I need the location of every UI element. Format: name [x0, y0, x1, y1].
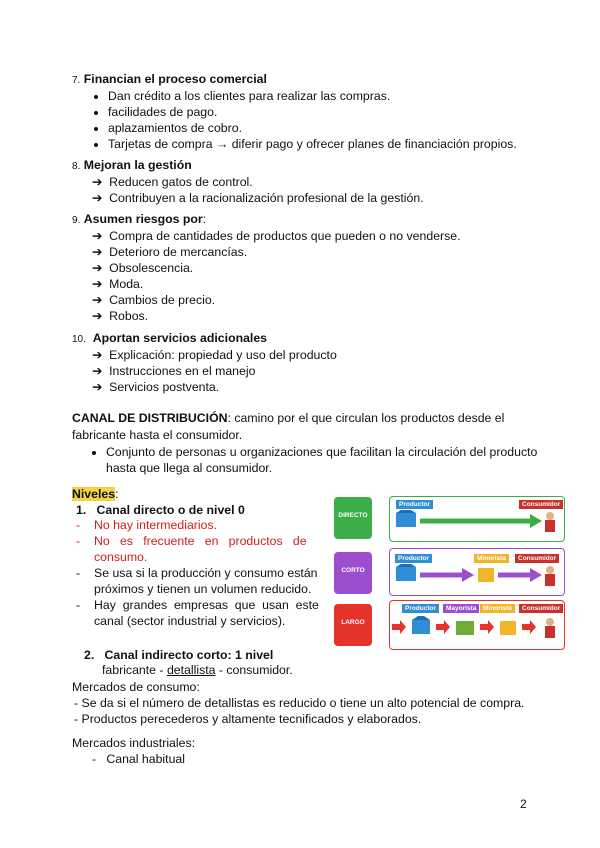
section-7-title: Financian el proceso comercial [83, 72, 267, 86]
consumidor-label: Consumidor [519, 500, 563, 509]
list-item: ➔ Obsolescencia. [92, 261, 194, 275]
arrow-icon: ➔ [92, 380, 110, 394]
minorista-label: Minorista [474, 554, 509, 563]
section-7-heading [72, 72, 267, 86]
list-item: Conjunto de personas u organizaciones que facilitan la circulación del producto [92, 445, 537, 459]
mercados-industriales-title: Mercados industriales: [72, 736, 196, 750]
list-item: ➔ Explicación: propiedad y uso del producto [92, 348, 337, 362]
list-item: - Productos perecederos y altamente tecnificados y elaborados. [74, 712, 422, 726]
arrow-icon: ➔ [92, 277, 110, 291]
bullet-icon [92, 451, 96, 455]
canal-definition-line2: fabricante hasta el consumidor. [72, 428, 243, 442]
nivel1-item-dash: - [76, 534, 81, 548]
list-item: ➔ Reducen gatos de control. [92, 175, 253, 189]
list-item-continuation: hasta que llega al consumidor. [106, 461, 273, 475]
nivel-2-subtitle: fabricante - detallista - consumidor. [102, 663, 293, 677]
productor-label: Productor [396, 500, 433, 509]
nivel-1-heading: 1. Canal directo o de nivel 0 [76, 503, 245, 517]
list-item: aplazamientos de cobro. [94, 121, 242, 135]
bullet-icon [94, 95, 98, 99]
section-8-heading: 8. Mejoran la gestión [72, 158, 192, 172]
nivel1-item: No hay intermediarios. [94, 518, 218, 532]
list-item: ➔ Robos. [92, 309, 149, 323]
arrow-icon: ➔ [92, 175, 110, 189]
page-number: 2 [520, 797, 527, 811]
nivel1-item: Se usa si la producción y consumo están [94, 566, 318, 580]
list-item: ➔ Instrucciones en el manejo [92, 364, 256, 378]
factory-icon [396, 513, 416, 527]
corto-label: CORTO [341, 567, 365, 574]
canal-definition-line1: CANAL DE DISTRIBUCIÓN: camino por el que circulan los productos desde el [72, 411, 505, 425]
arrow-icon: ➔ [92, 364, 110, 378]
arrow-icon: ➔ [92, 309, 110, 323]
nivel1-item: Hay grandes empresas que usan este [94, 598, 319, 612]
bullet-icon [94, 143, 98, 147]
arrow-icon: ➔ [92, 191, 110, 205]
nivel1-item-dash: - [76, 518, 81, 532]
minorista-label: Minorista [480, 604, 515, 613]
nivel1-item-cont: próximos y tienen un volumen reducido. [94, 582, 312, 596]
list-item: Tarjetas de compra → diferir pago y ofrecer planes de financiación propios. [94, 137, 517, 151]
section-10-heading: 10. Aportan servicios adicionales [72, 331, 268, 345]
bullet-icon [94, 111, 98, 115]
person-body [545, 520, 555, 532]
directo-graphic [390, 510, 562, 538]
mercados-consumo-title: Mercados de consumo: [72, 680, 200, 694]
list-item: - Canal habitual [92, 752, 185, 766]
box-icon [478, 568, 494, 582]
nivel1-item-cont: consumo. [94, 550, 148, 564]
list-item: - Se da si el número de detallistas es reducido o tiene un alto potencial de compra. [74, 696, 525, 710]
channels-diagram [334, 494, 564, 654]
consumidor-label: Consumidor [515, 554, 559, 563]
arrow-head [530, 514, 542, 528]
niveles-heading: Niveles: [72, 487, 119, 501]
mayorista-label: Mayorista [443, 604, 479, 613]
nivel1-item: No es frecuente en productos de [94, 534, 307, 548]
list-item: facilidades de pago. [94, 105, 217, 119]
largo-label: LARGO [341, 619, 365, 626]
arrow-icon: ➔ [92, 348, 110, 362]
list-item: Dan crédito a los clientes para realizar las compras. [94, 89, 390, 103]
list-item: ➔ Cambios de precio. [92, 293, 216, 307]
arrow-icon: ➔ [92, 245, 110, 259]
bullet-icon [94, 127, 98, 131]
list-item: ➔ Moda. [92, 277, 144, 291]
canal-term: CANAL DE DISTRIBUCIÓN [72, 411, 228, 425]
nivel1-item-dash: - [76, 566, 81, 580]
list-item: ➔ Compra de cantidades de productos que pueden o no venderse. [92, 229, 461, 243]
productor-label: Productor [402, 604, 439, 613]
list-item: ➔ Contribuyen a la racionalización profesional de la gestión. [92, 191, 424, 205]
arrow-icon: ➔ [92, 261, 110, 275]
consumidor-label: Consumidor [519, 604, 563, 613]
section-9-heading: 9. Asumen riesgos por: [72, 212, 207, 226]
niveles-title: Niveles [72, 487, 116, 501]
factory-roof [396, 510, 416, 513]
productor-label: Productor [395, 554, 432, 563]
corto-graphic [390, 564, 562, 592]
list-item: ➔ Deterioro de mercancías. [92, 245, 248, 259]
list-item: ➔ Servicios postventa. [92, 380, 220, 394]
arrow-icon: ➔ [92, 293, 110, 307]
arrow-icon: ➔ [92, 229, 110, 243]
person-head [546, 512, 554, 520]
nivel1-item-dash: - [76, 598, 81, 612]
nivel1-item-cont: canal (sector industrial y servicios). [94, 614, 286, 628]
section-7-number: 7. [72, 75, 81, 86]
largo-graphic [390, 616, 562, 646]
directo-label: DIRECTO [338, 512, 368, 519]
nivel-2-heading: 2. Canal indirecto corto: 1 nivel [84, 648, 274, 662]
